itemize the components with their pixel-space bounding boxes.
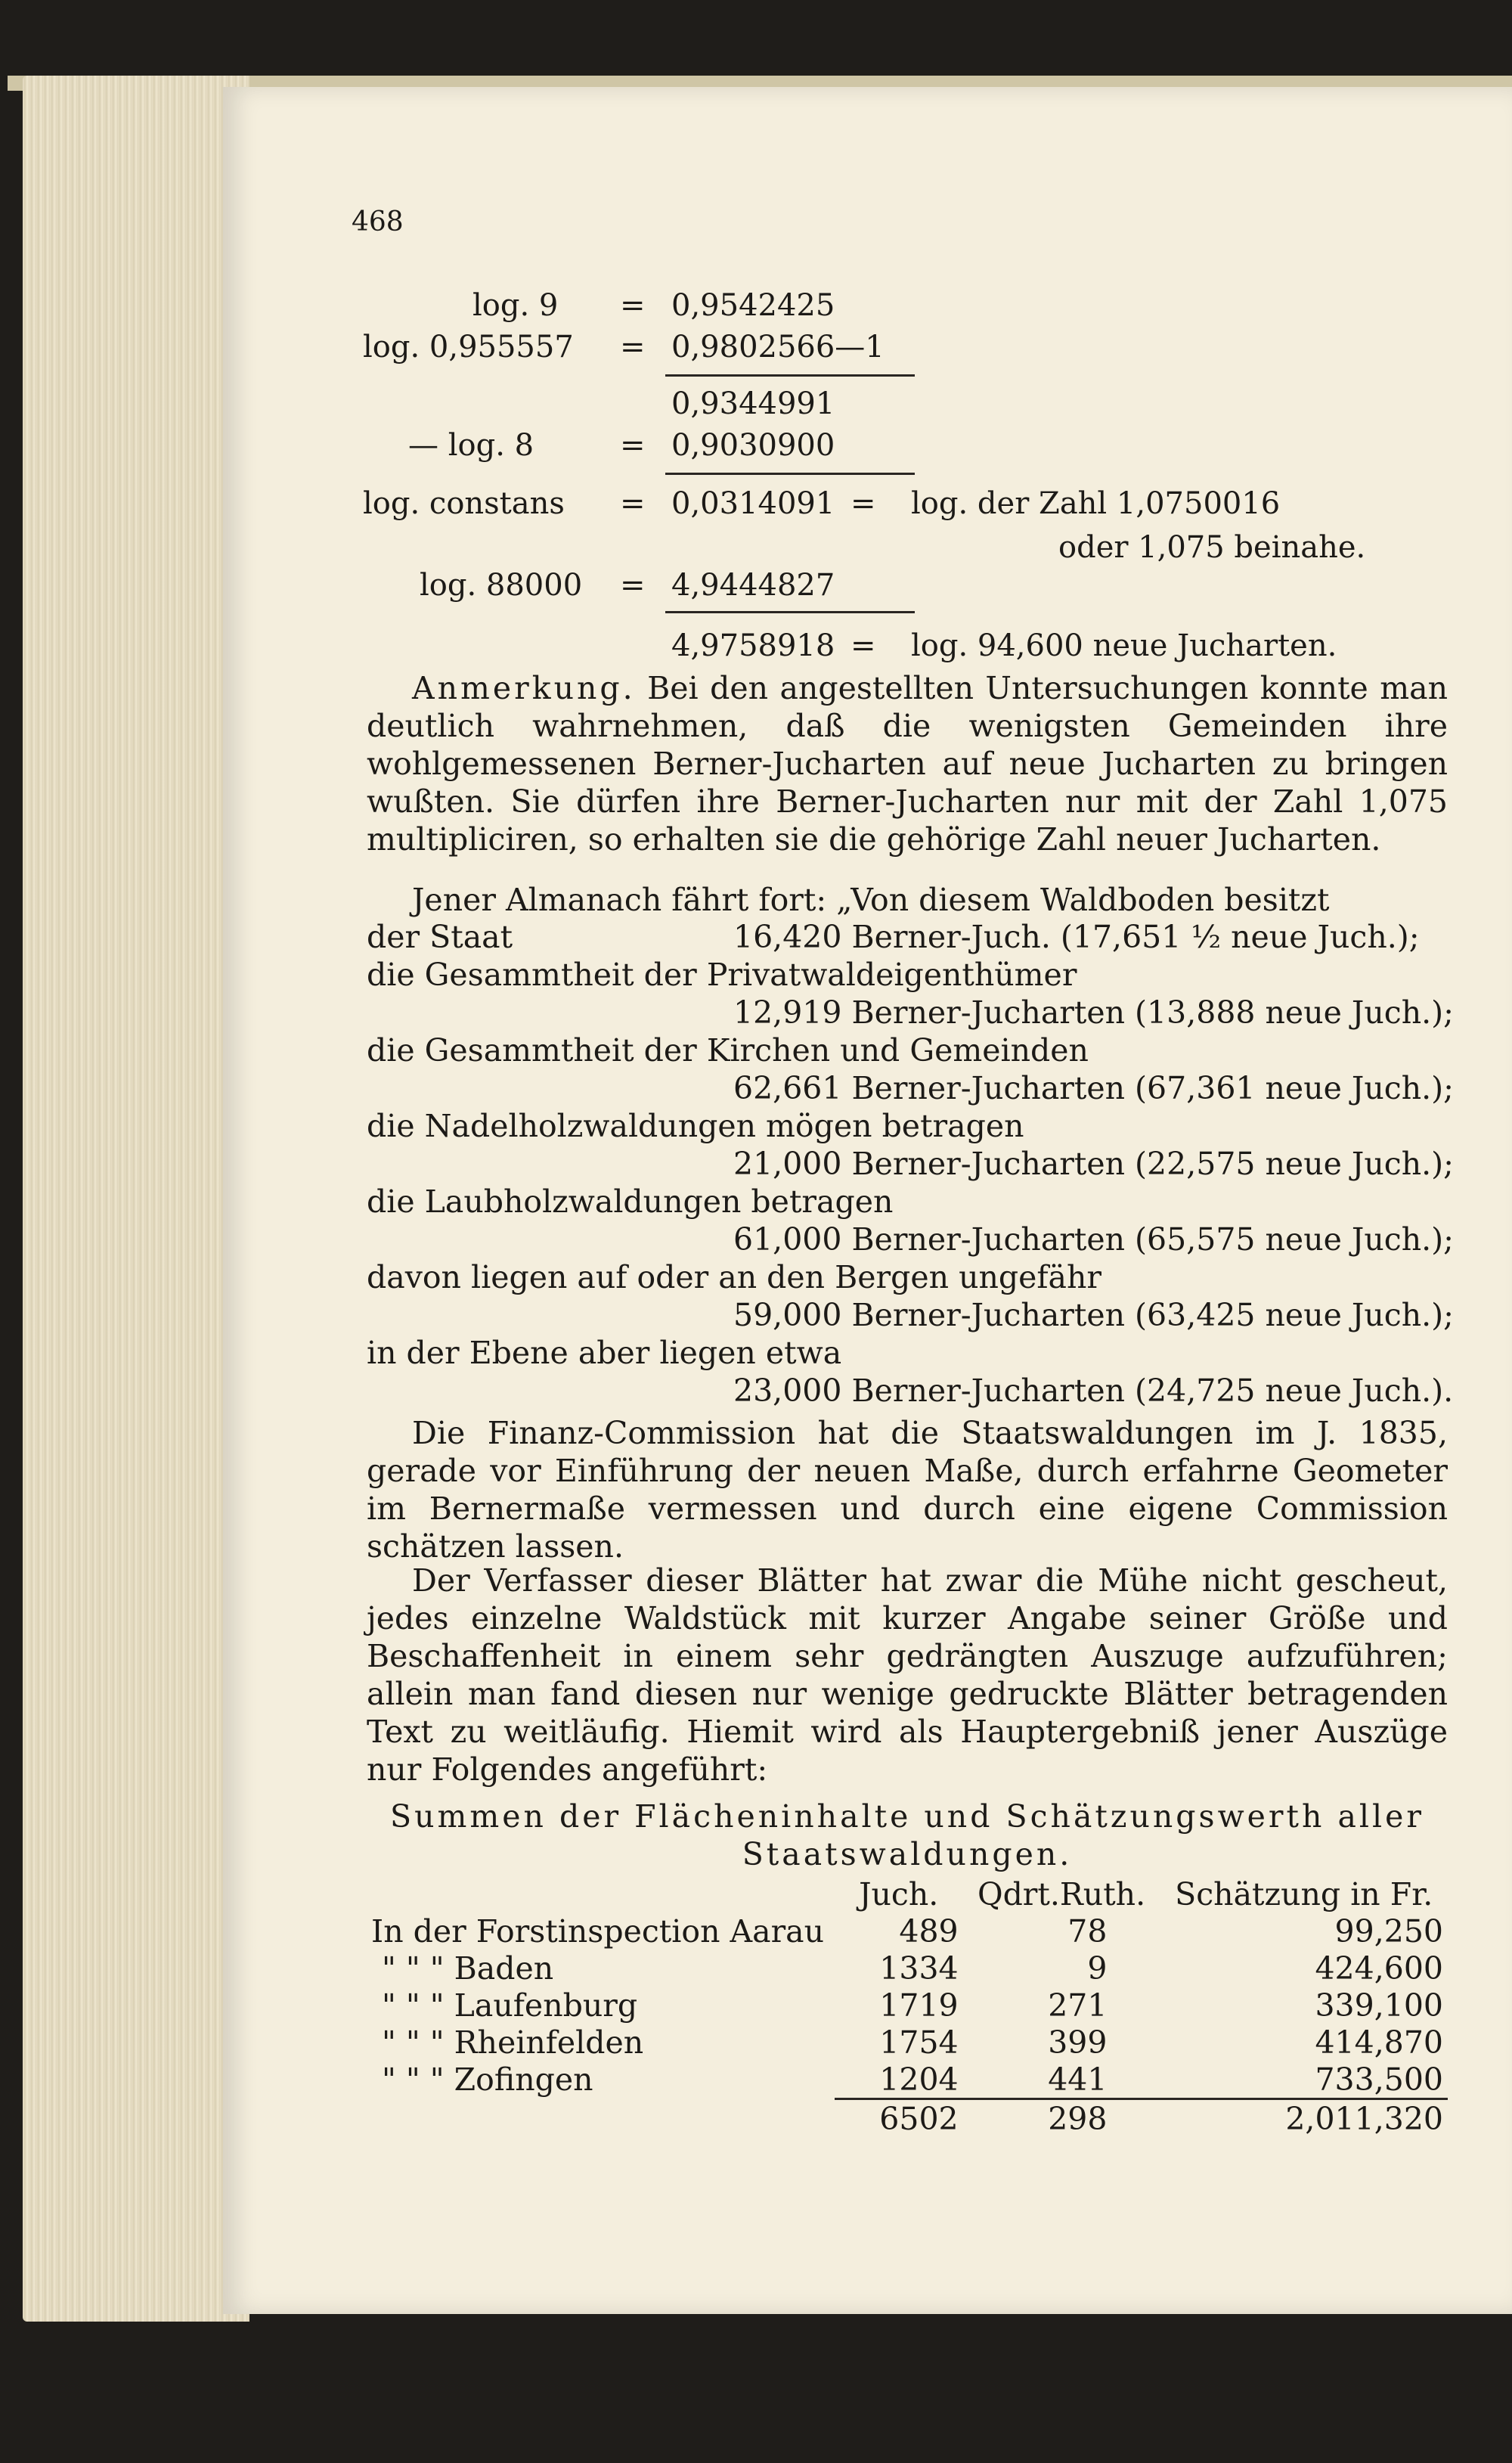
calc-eq-6: =: [620, 568, 646, 603]
summary-title-line2: Staatswaldungen.: [742, 1836, 1073, 1872]
almanac-label-4: die Laubholzwaldungen betragen: [367, 1183, 894, 1220]
almanac-value-2: 62,661 Berner-Jucharten (67,361 neue Juch.);: [733, 1070, 1454, 1106]
almanac-value-3: 21,000 Berner-Jucharten (22,575 neue Juch.);: [733, 1146, 1454, 1182]
finance-commission-paragraph: [367, 1414, 1448, 1565]
author-paragraph: [367, 1562, 1448, 1788]
calc-eq-4: =: [620, 428, 646, 463]
calc-label-6: log. 88000: [420, 568, 583, 603]
table-row: [367, 2024, 1448, 2061]
row-ruth: 399: [1048, 2024, 1108, 2061]
almanac-label-1: die Gesammtheit der Privatwaldeigenthümer: [367, 957, 1077, 993]
row-ruth: 441: [1048, 2061, 1108, 2098]
table-row: [367, 1912, 1448, 1950]
row-place: " " " Laufenburg: [382, 1987, 638, 2024]
row-value: 339,100: [1315, 1987, 1443, 2024]
table-row: [367, 2061, 1448, 2099]
calc-label-1: log. 9: [472, 288, 559, 323]
almanac-value-0: 16,420 Berner-Juch. (17,651 ½ neue Juch.);: [733, 919, 1420, 955]
calc-value-4: 0,9030900: [671, 428, 835, 463]
table-row: [367, 1950, 1448, 1987]
row-juch: 1719: [879, 1987, 959, 2024]
calc-eq-1: =: [620, 288, 646, 323]
calc-value-5: 0,0314091: [671, 486, 835, 521]
header-place: [367, 1875, 835, 1912]
calc-result-7: log. 94,600 neue Jucharten.: [911, 628, 1337, 663]
table-total-row: [367, 2099, 1448, 2138]
calc-result-5: log. der Zahl 1,0750016: [911, 486, 1281, 521]
row-ruth: 78: [1067, 1912, 1108, 1950]
row-value: 733,500: [1315, 2061, 1443, 2098]
note-text: Bei den angestellten Untersuchungen konnte man deutlich wahrnehmen, daß die wenigsten Gemeinden ihre wohlgemessenen Berner-Jucharten auf neue Jucharten zu bringen wußten. Sie dürfen ihre Berner-Jucharten nur mit der Zahl 1,075 multipliciren, so erhalten sie die gehörige Zahl neuer Jucharten.: [367, 670, 1448, 858]
almanac-value-1: 12,919 Berner-Jucharten (13,888 neue Juch.);: [733, 994, 1454, 1031]
calc-eq-5b: =: [850, 486, 876, 521]
note-heading: Anmerkung.: [412, 670, 636, 706]
calc-label-4: — log. 8: [408, 428, 534, 463]
row-juch: 1754: [879, 2024, 959, 2061]
row-place: " " " Baden: [382, 1950, 554, 1987]
calc-value-2: 0,9802566—1: [671, 330, 885, 364]
table-row: [367, 1987, 1448, 2024]
calc-rule-2: [665, 473, 915, 475]
row-place: In der Forstinspection Aarau: [371, 1912, 825, 1950]
row-value: 424,600: [1315, 1950, 1443, 1987]
calc-label-2: log. 0,955557: [363, 330, 574, 364]
almanac-label-3: die Nadelholzwaldungen mögen betragen: [367, 1108, 1024, 1144]
row-juch: 1334: [879, 1950, 959, 1987]
row-juch: 1204: [879, 2061, 959, 2098]
total-juch: 6502: [835, 2099, 963, 2138]
almanac-intro: [367, 881, 1448, 919]
row-juch: 489: [899, 1912, 959, 1950]
calc-value-7: 4,9758918: [671, 628, 835, 663]
total-value: 2,011,320: [1160, 2099, 1448, 2138]
page-number: 468: [352, 206, 404, 237]
almanac-value-4: 61,000 Berner-Jucharten (65,575 neue Juch.);: [733, 1221, 1454, 1258]
calc-eq-5: =: [620, 486, 646, 521]
almanac-label-2: die Gesammtheit der Kirchen und Gemeinden: [367, 1032, 1089, 1069]
row-place: " " " Zofingen: [382, 2061, 593, 2099]
calc-label-5: log. constans: [363, 486, 565, 521]
header-value: Schätzung in Fr.: [1175, 1875, 1433, 1912]
row-value: 99,250: [1334, 1912, 1443, 1950]
calc-eq-7: =: [850, 628, 876, 663]
header-ruth: Qdrt.Ruth.: [977, 1875, 1146, 1912]
calc-rule-3: [665, 611, 915, 613]
para1-text: Die Finanz-Commission hat die Staatswaldungen im J. 1835, gerade vor Einführung der neuen Maße, durch erfahrne Geometer im Bernermaße vermessen und durch eine eigene Commission schätzen lassen.: [367, 1415, 1448, 1565]
calc-value-1: 0,9542425: [671, 288, 835, 323]
header-juch: Juch.: [859, 1875, 939, 1912]
calc-value-3: 0,9344991: [671, 386, 835, 421]
almanac-label-5: davon liegen auf oder an den Bergen ungefähr: [367, 1259, 1102, 1295]
calc-value-6: 4,9444827: [671, 568, 835, 603]
almanac-value-6: 23,000 Berner-Jucharten (24,725 neue Juch.).: [733, 1373, 1454, 1409]
calc-result-5b: oder 1,075 beinahe.: [1058, 530, 1366, 565]
calc-eq-2: =: [620, 330, 646, 364]
row-ruth: 9: [1087, 1950, 1108, 1987]
total-place: [367, 2099, 835, 2138]
summary-table: [367, 1875, 1448, 2137]
table-header-row: [367, 1875, 1448, 1912]
page-stack: [23, 76, 249, 2322]
calc-rule-1: [665, 374, 915, 377]
row-place: " " " Rheinfelden: [382, 2024, 644, 2061]
row-value: 414,870: [1315, 2024, 1443, 2061]
almanac-label-0: der Staat: [367, 919, 513, 955]
note-paragraph: [367, 669, 1448, 858]
almanac-value-5: 59,000 Berner-Jucharten (63,425 neue Juch.);: [733, 1297, 1454, 1333]
total-ruth: 298: [963, 2099, 1160, 2138]
almanac-label-6: in der Ebene aber liegen etwa: [367, 1335, 842, 1371]
summary-title-line1: Summen der Flächeninhalte und Schätzungswerth aller: [390, 1798, 1424, 1835]
almanac-intro-text: Jener Almanach fährt fort: „Von diesem Waldboden besitzt: [412, 882, 1330, 918]
row-ruth: 271: [1048, 1987, 1108, 2024]
para2-text: Der Verfasser dieser Blätter hat zwar die Mühe nicht gescheut, jedes einzelne Waldstück mit kurzer Angabe seiner Größe und Beschaffenheit in einem sehr gedrängten Auszuge aufzuführen; allein man fand diesen nur wenige gedruckte Blätter betragenden Text zu weitläufig. Hiemit wird als Hauptergebniß jener Auszüge nur Folgendes angeführt:: [367, 1562, 1448, 1788]
